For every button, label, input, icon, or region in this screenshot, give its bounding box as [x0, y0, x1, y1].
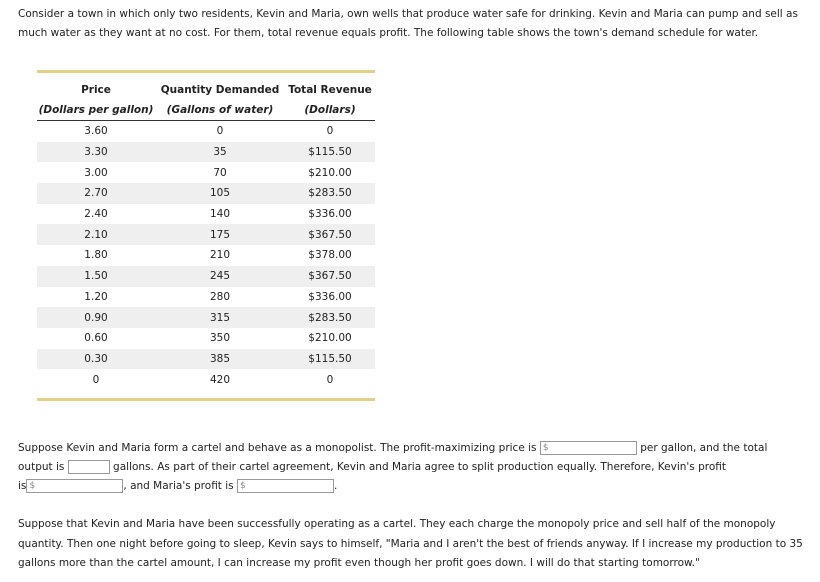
quantity-cell: 280	[209, 290, 231, 303]
revenue-cell: $378.00	[308, 249, 352, 262]
price-input[interactable]	[540, 441, 637, 455]
scenario-paragraph: Suppose that Kevin and Maria have been successfully operating as a cartel. They each charge the monopoly price and sell half of the monopoly quantity. Then one night before going to sleep, Kevin says to himself, "Maria and I aren't the best of friends anyway. If I increase my production to 35 gallons more than the cartel amount, I can increase my profit even though her profit goes down. I will do that starting tomorrow."	[18, 518, 803, 569]
table-row	[37, 328, 375, 349]
revenue-cell: $283.50	[285, 307, 375, 328]
subheader-row	[37, 100, 375, 121]
revenue-cell: $367.50	[285, 266, 375, 287]
revenue-cell: $115.50	[285, 349, 375, 370]
quantity-cell: 140	[209, 208, 231, 221]
question-line-2	[18, 458, 808, 477]
currency-symbol: $	[240, 481, 246, 491]
price-cell: 0.60	[84, 332, 108, 345]
question-text-5: is	[18, 480, 27, 492]
price-cell: 0.90	[37, 307, 155, 328]
table-row	[37, 204, 375, 225]
price-header: Price	[81, 84, 111, 96]
question-text-3: output is	[18, 461, 65, 473]
revenue-cell: 0	[326, 373, 334, 386]
price-cell: 1.80	[84, 249, 108, 262]
quantity-cell: 175	[155, 224, 285, 245]
demand-schedule-table	[37, 70, 375, 401]
revenue-cell: 0	[326, 125, 334, 138]
maria-profit-input[interactable]	[237, 479, 334, 493]
price-cell: 2.70	[37, 183, 155, 204]
revenue-cell: $210.00	[308, 166, 352, 179]
quantity-cell: 420	[209, 373, 231, 386]
kevin-profit-input[interactable]	[26, 479, 123, 493]
quantity-cell: 315	[155, 307, 285, 328]
table-row	[37, 369, 375, 390]
price-cell: 1.50	[37, 266, 155, 287]
price-cell: 0	[92, 373, 100, 386]
quantity-unit: (Gallons of water)	[155, 100, 285, 121]
question-text-1: Suppose Kevin and Maria form a cartel and behave as a monopolist. The profit-maximizing price is	[18, 442, 537, 454]
table-row	[37, 307, 375, 328]
table-row	[37, 245, 375, 266]
price-cell: 3.60	[84, 125, 108, 138]
revenue-cell: $115.50	[285, 142, 375, 163]
table-row	[37, 224, 375, 245]
intro-paragraph: Consider a town in which only two residents, Kevin and Maria, own wells that produce water safe for drinking. Kevin and Maria can pump and sell as much water as they want at no cost. For them, total revenue equals profit. The following table shows the town's demand schedule for water.	[18, 8, 798, 39]
price-cell: 1.20	[84, 290, 108, 303]
price-cell: 2.10	[37, 224, 155, 245]
quantity-cell: 35	[155, 142, 285, 163]
quantity-cell: 350	[209, 332, 231, 345]
revenue-cell: $210.00	[308, 332, 352, 345]
question-text-4: gallons. As part of their cartel agreement, Kevin and Maria agree to split production equally. Therefore, Kevin's profit	[113, 461, 726, 473]
revenue-cell: $283.50	[285, 183, 375, 204]
table-row	[37, 349, 375, 370]
output-input[interactable]	[68, 460, 110, 474]
price-cell: 0.30	[37, 349, 155, 370]
table-row	[37, 162, 375, 183]
revenue-header: Total Revenue	[288, 84, 372, 96]
table-row	[37, 142, 375, 163]
table-row	[37, 183, 375, 204]
question-line-3	[18, 477, 808, 496]
currency-symbol: $	[542, 443, 549, 453]
price-cell: 3.30	[37, 142, 155, 163]
table-row	[37, 266, 375, 287]
quantity-header: Quantity Demanded	[160, 84, 280, 96]
question-line-1	[18, 439, 808, 458]
currency-symbol: $	[29, 481, 36, 491]
question-text-2: per gallon, and the total	[640, 442, 768, 454]
revenue-unit: (Dollars)	[285, 100, 375, 121]
revenue-cell: $336.00	[308, 208, 352, 221]
price-cell: 2.40	[84, 208, 108, 221]
table-row	[37, 287, 375, 308]
price-cell: 3.00	[84, 166, 108, 179]
quantity-cell: 70	[213, 166, 227, 179]
question-text-7: .	[334, 480, 338, 492]
price-unit: (Dollars per gallon)	[37, 100, 155, 121]
quantity-cell: 210	[209, 249, 231, 262]
quantity-cell: 245	[155, 266, 285, 287]
revenue-cell: $367.50	[285, 224, 375, 245]
quantity-cell: 105	[155, 183, 285, 204]
quantity-cell: 385	[155, 349, 285, 370]
header-row	[37, 80, 375, 100]
question-text-6: , and Maria's profit is	[123, 480, 234, 492]
quantity-cell: 0	[216, 125, 224, 138]
table-row	[37, 121, 375, 142]
table-bottom-rule	[37, 398, 375, 401]
revenue-cell: $336.00	[308, 290, 352, 303]
